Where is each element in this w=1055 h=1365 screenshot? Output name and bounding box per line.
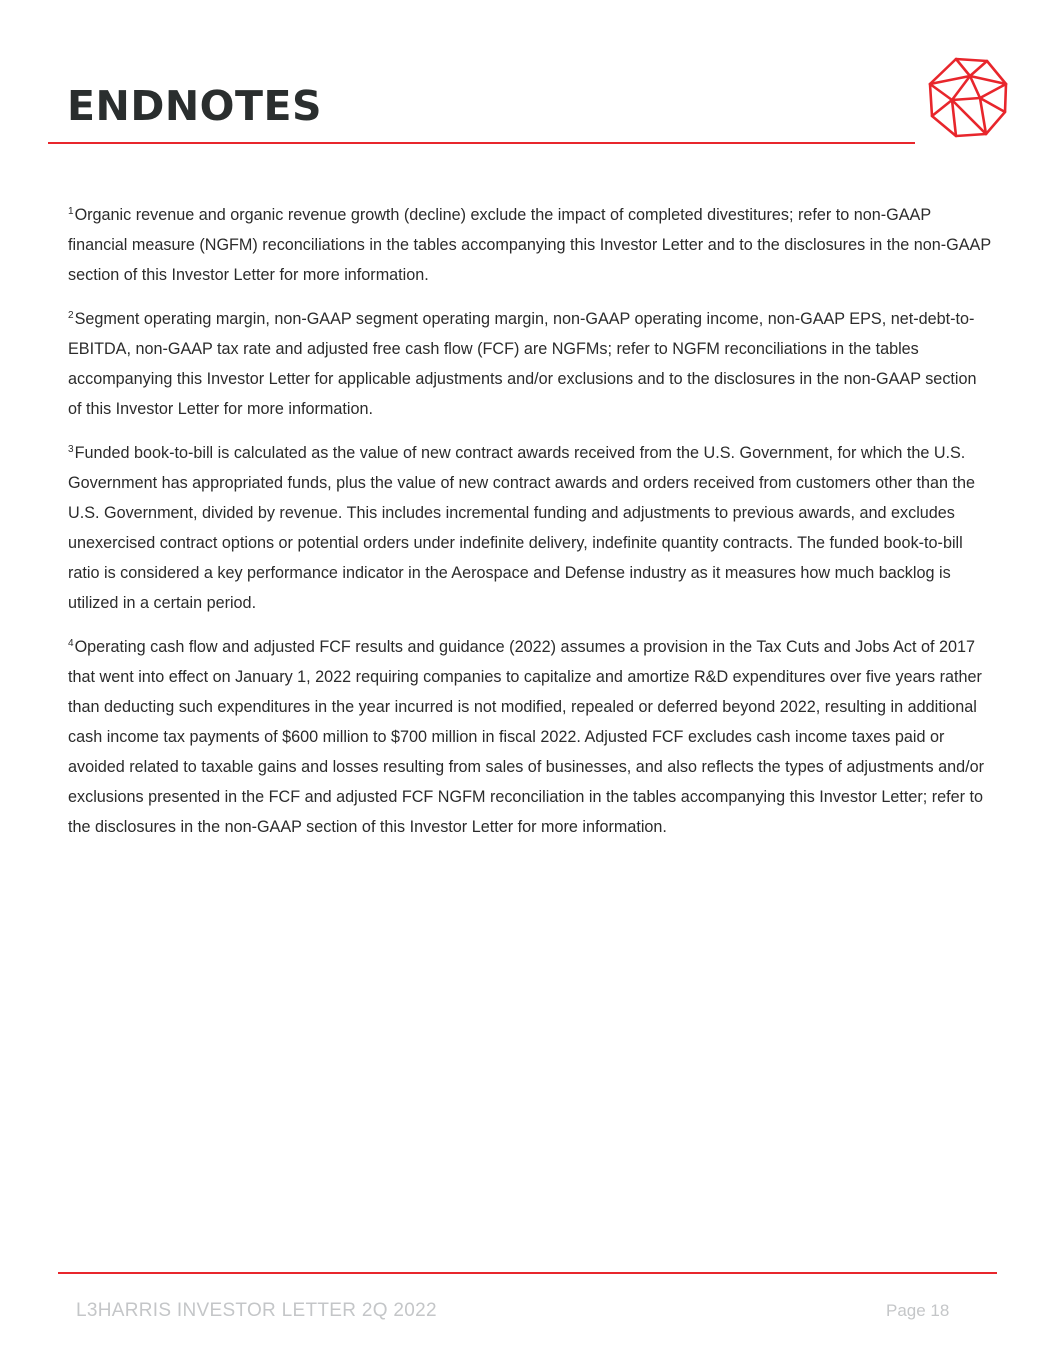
endnote-number: 2 bbox=[68, 310, 74, 321]
geodesic-sphere-icon bbox=[926, 56, 1010, 140]
endnote-2 bbox=[68, 304, 993, 424]
endnote-number: 4 bbox=[68, 638, 74, 649]
title-divider bbox=[48, 142, 915, 144]
endnote-text: Funded book-to-bill is calculated as the value of new contract awards received from the U.S. Government, for which the U.S. Government has appropriated funds, plus the value of new contract awards and orders received from customers other than the U.S. Government, divided by revenue. This includes incremental funding and adjustments to previous awards, and excludes unexercised contract options or potential orders under indefinite delivery, indefinite quantity contracts. The funded book-to-bill ratio is considered a key performance indicator in the Aerospace and Defense industry as it measures how much backlog is utilized in a certain period. bbox=[68, 444, 975, 612]
endnote-number: 3 bbox=[68, 444, 74, 455]
footer-divider bbox=[58, 1272, 997, 1274]
page-title: ENDNOTES bbox=[67, 82, 323, 130]
endnote-3 bbox=[68, 438, 993, 618]
endnote-text: Operating cash flow and adjusted FCF results and guidance (2022) assumes a provision in the Tax Cuts and Jobs Act of 2017 that went into effect on January 1, 2022 requiring companies to capitalize and amortize R&D expenditures over five years rather than deducting such expenditures in the year incurred is not modified, repealed or deferred beyond 2022, resulting in additional cash income tax payments of $600 million to $700 million in fiscal 2022. Adjusted FCF excludes cash income taxes paid or avoided related to taxable gains and losses resulting from sales of businesses, and also reflects the types of adjustments and/or exclusions presented in the FCF and adjusted FCF NGFM reconciliation in the tables accompanying this Investor Letter; refer to the disclosures in the non-GAAP section of this Investor Letter for more information. bbox=[68, 638, 985, 836]
page-number: Page 18 bbox=[886, 1301, 950, 1320]
endnote-1 bbox=[68, 200, 993, 290]
footer-publication: L3HARRIS INVESTOR LETTER 2Q 2022 bbox=[76, 1300, 437, 1321]
endnote-number: 1 bbox=[68, 206, 74, 217]
endnote-text: Segment operating margin, non-GAAP segment operating margin, non-GAAP operating income, non-GAAP EPS, net-debt-to-EBITDA, non-GAAP tax rate and adjusted free cash flow (FCF) are NGFMs; refer to NGFM reconciliations in the tables accompanying this Investor Letter for applicable adjustments and/or exclusions and to the disclosures in the non-GAAP section of this Investor Letter for more information. bbox=[68, 310, 977, 418]
endnotes-list bbox=[68, 200, 993, 856]
endnote-text: Organic revenue and organic revenue growth (decline) exclude the impact of completed divestitures; refer to non-GAAP financial measure (NGFM) reconciliations in the tables accompanying this Investor Letter and to the disclosures in the non-GAAP section of this Investor Letter for more information. bbox=[68, 206, 991, 284]
endnote-4 bbox=[68, 632, 993, 842]
